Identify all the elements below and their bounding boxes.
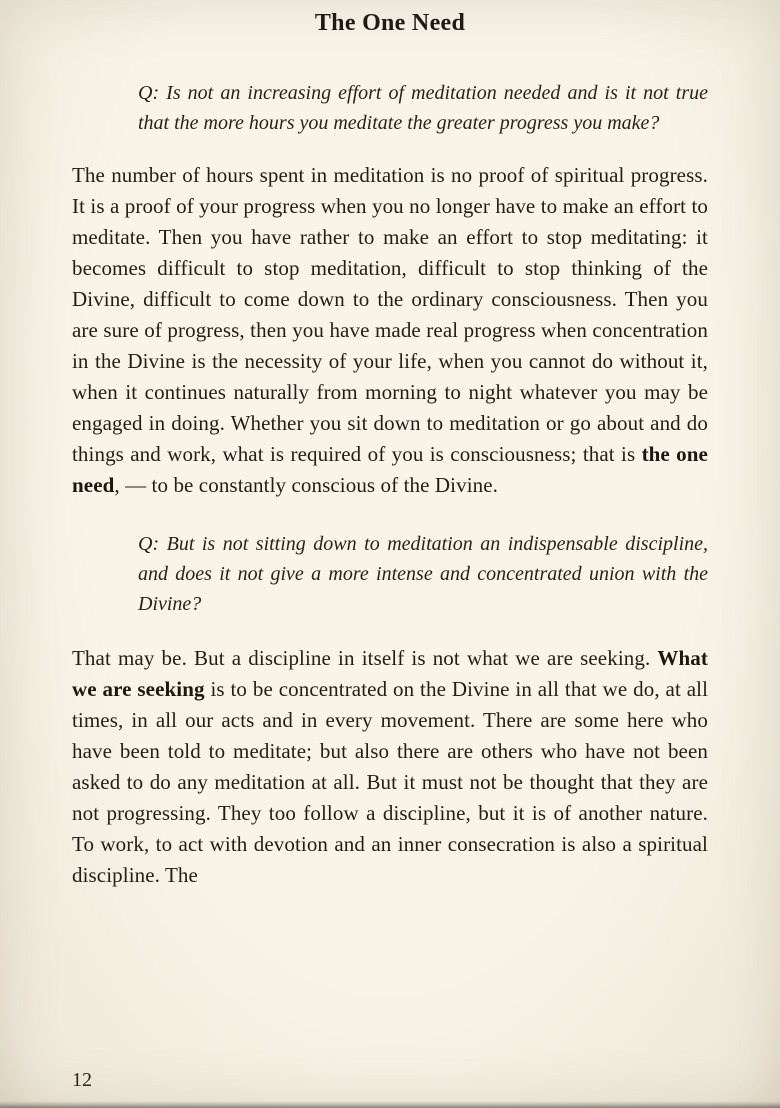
paragraph-2-bold-phrase: What we are seeking: [72, 646, 708, 701]
page-number: 12: [72, 1069, 92, 1091]
question-block-2: Q: But is not sitting down to meditation an indispensable discipline, and does it not give a more intense and concentrated union with the Divine?: [138, 533, 708, 615]
paragraph-2-text-after: is to be concentrated on the Divine in all that we do, at all times, in all our acts and in every movement. There are some here who have been told to meditate; but also there are others who have not been asked to do any meditation at all. But it must not be thought that they are not progressing. They too follow a discipline, but it is of another nature. To work, to act with devotion and an inner consecration is also a spiritual discipline. The: [72, 677, 708, 887]
page-title: The One Need: [314, 10, 466, 36]
paragraph-1: [72, 160, 708, 501]
question-block-1: Q: Is not an increasing effort of meditation needed and is it not true that the more hours you meditate the greater progress you make?: [138, 82, 708, 134]
paragraph-1-text-before: The number of hours spent in meditation is no proof of spiritual progress. It is a proof of your progress when you no longer have to make an effort to meditate. Then you have rather to make an effort to stop meditating: it becomes difficult to stop meditation, difficult to stop thinking of the Divine, difficult to come down to the ordinary consciousness. Then you are sure of progress, then you have made real progress when concentration in the Divine is the necessity of your life, when you cannot do without it, when it continues naturally from morning to night whatever you may be engaged in doing. Whether you sit down to meditation or go about and do things and work, what is required of you is consciousness; that is: [72, 163, 708, 466]
paragraph-1-text-after: , — to be constantly conscious of the Divine.: [114, 473, 499, 497]
paragraph-2: [72, 643, 708, 891]
page-edge-shadow: [0, 1101, 780, 1108]
paragraph-1-bold-phrase: the one need: [72, 442, 708, 497]
paragraph-2-text-before: That may be. But a discipline in itself is not what we are seeking.: [72, 646, 658, 670]
